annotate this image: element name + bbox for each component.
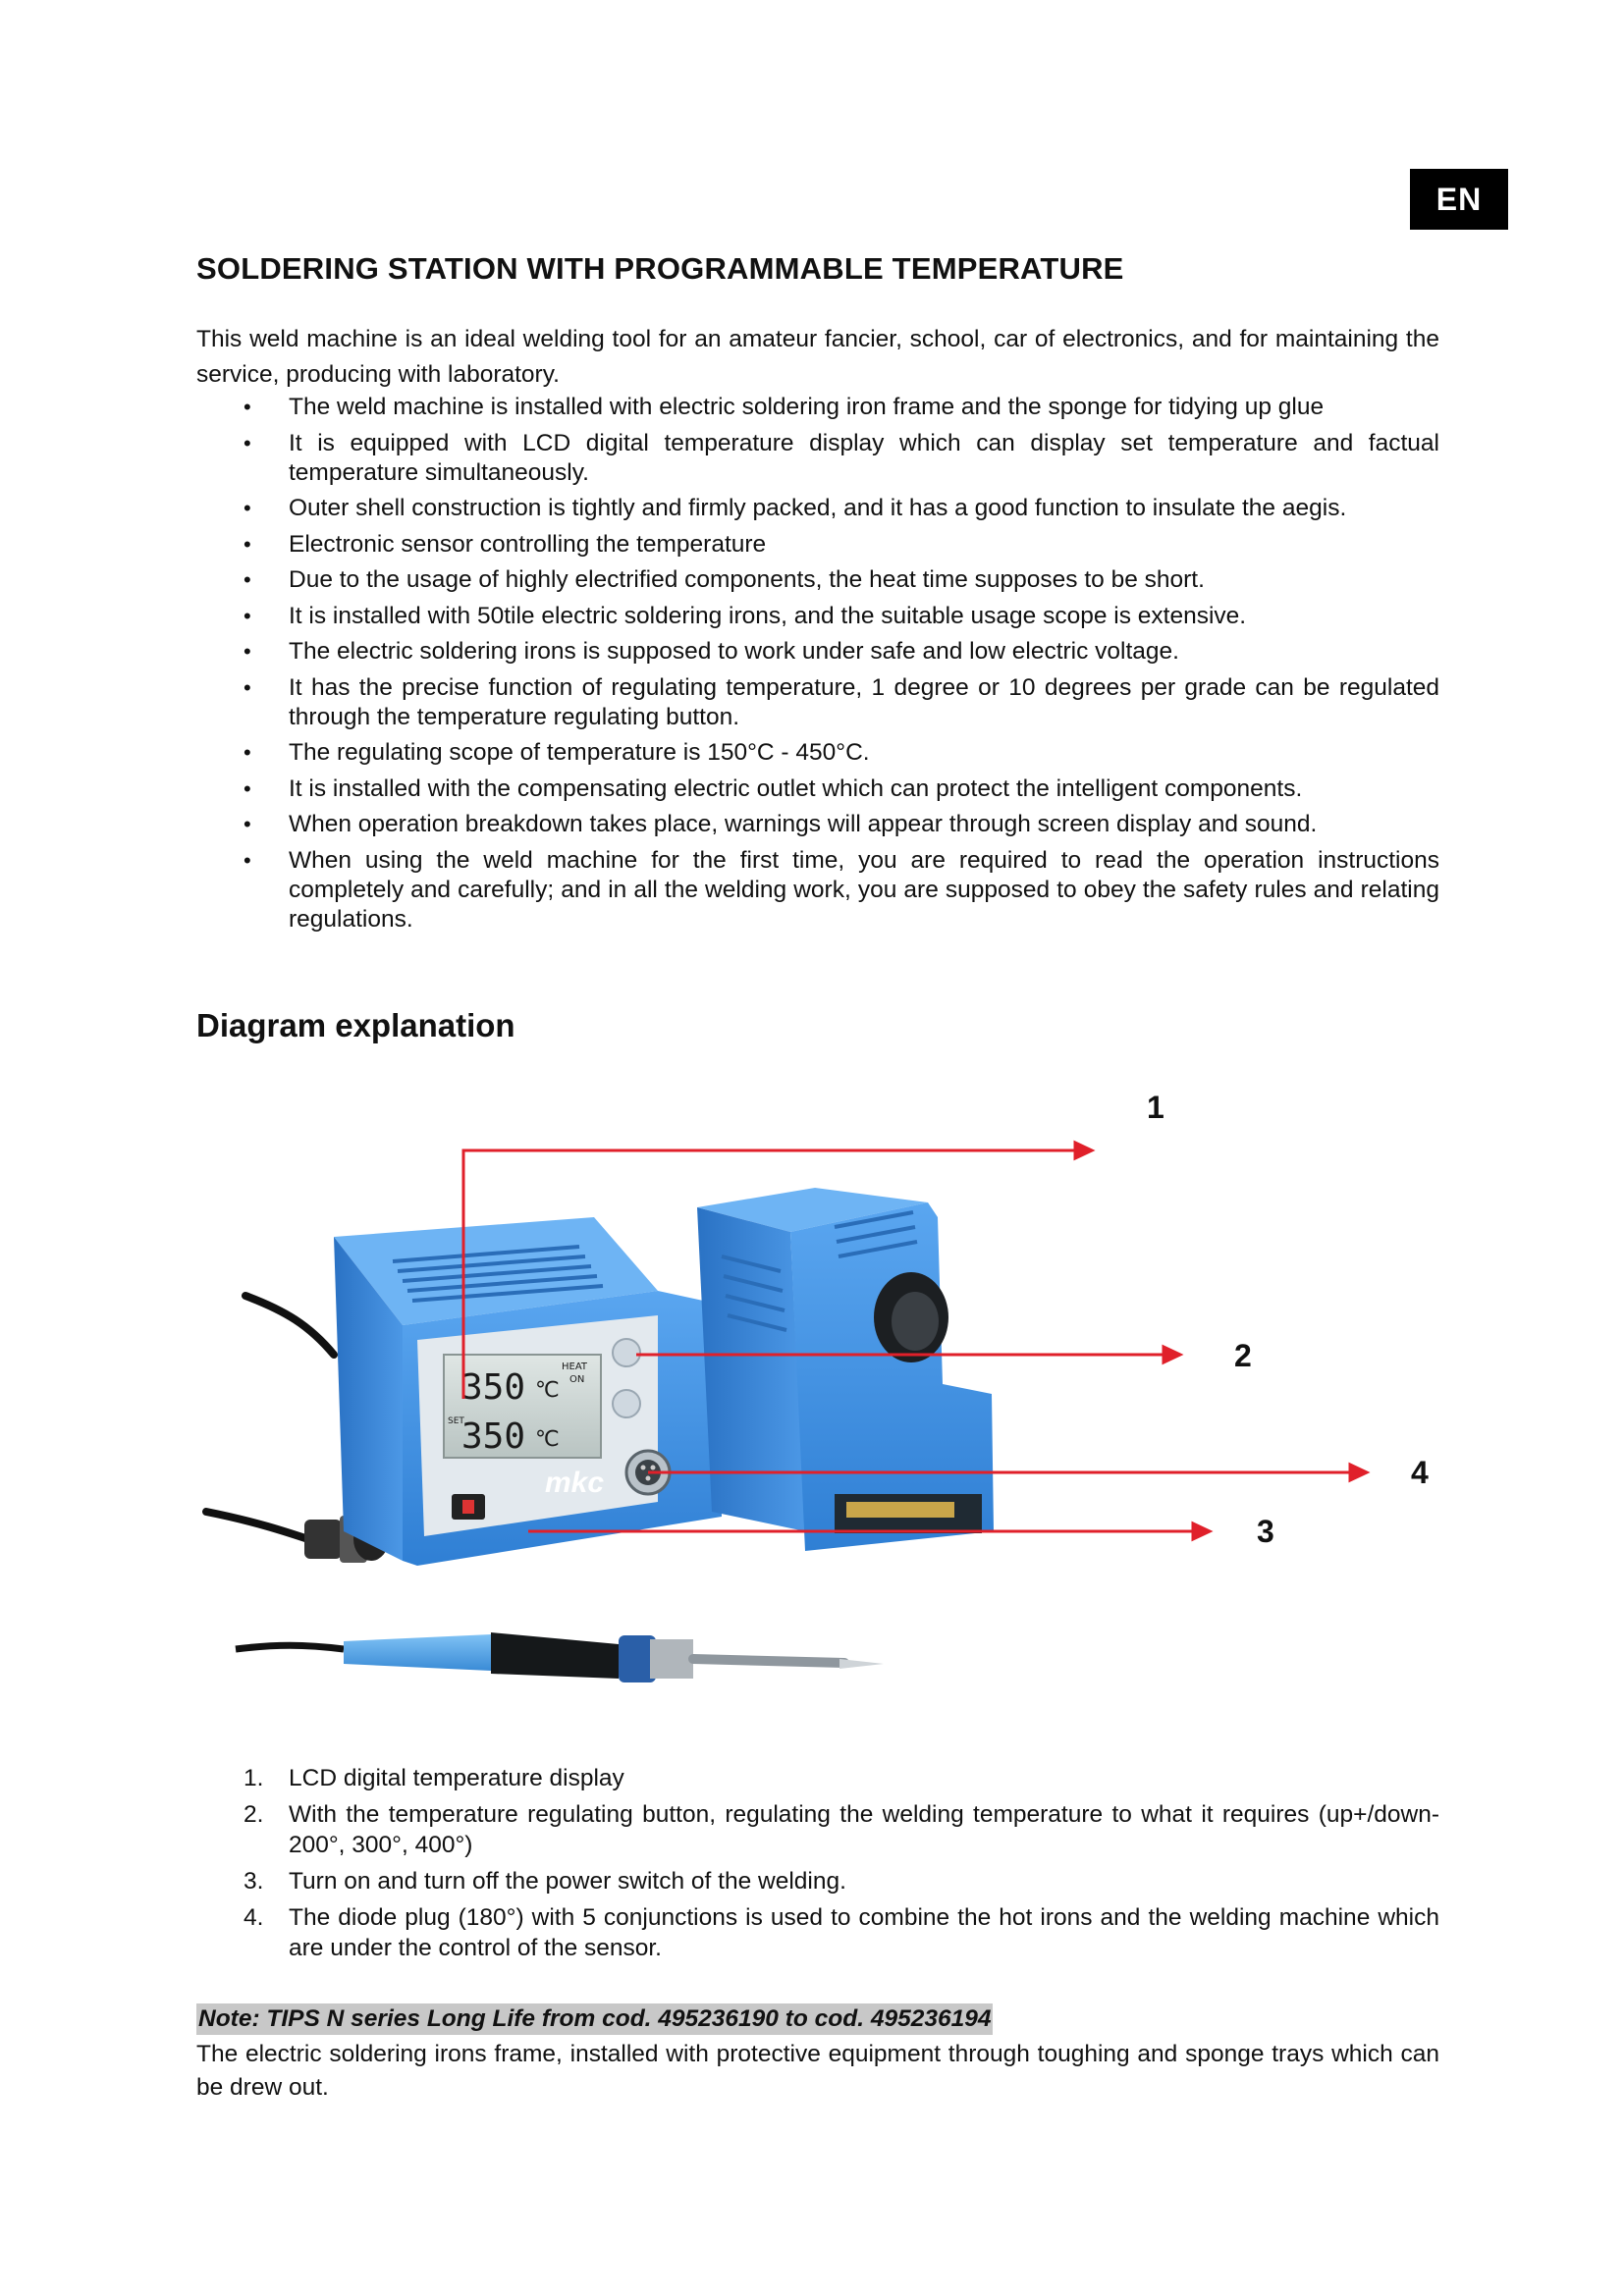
iron-cable (206, 1512, 314, 1541)
note-title: Note: TIPS N series Long Life from cod. 495236190 to cod. 495236194 (196, 2003, 993, 2035)
list-item: • The regulating scope of temperature is 150°C - 450°C. (196, 738, 1439, 768)
lcd-set-label: SET (448, 1416, 464, 1426)
lcd-temp-set: 350 (461, 1416, 526, 1457)
soldering-iron (236, 1632, 884, 1682)
list-item: • Due to the usage of highly electrified components, the heat time supposes to be short. (196, 565, 1439, 595)
list-item: • Outer shell construction is tightly and firmly packed, and it has a good function to insulate the aegis. (196, 494, 1439, 523)
lcd-temp-actual: 350 (461, 1367, 526, 1408)
list-item: • When operation breakdown takes place, warnings will appear through screen display and sound. (196, 810, 1439, 839)
diagram-figure (196, 1070, 1532, 1757)
list-item: • When using the weld machine for the first time, you are required to read the operation instructions completely and carefully; and in all the welding work, you are supposed to obey the safety rules and relating regulations. (196, 846, 1439, 934)
list-item (196, 1866, 1439, 1896)
diagram-heading: Diagram explanation (196, 1007, 515, 1043)
list-item: • It is installed with the compensating electric outlet which can protect the intelligent components. (196, 774, 1439, 804)
list-number: 1. (244, 1765, 264, 1791)
list-item (196, 1763, 1439, 1793)
diagram-explanation-list (196, 1763, 1439, 1969)
lcd-on-label: ON (569, 1374, 585, 1385)
language-badge: EN (1410, 169, 1508, 230)
page-title: SOLDERING STATION WITH PROGRAMMABLE TEMPERATURE (196, 251, 1124, 286)
list-item (196, 1799, 1439, 1860)
callout-label-4: 4 (1411, 1455, 1429, 1490)
lcd-unit-set: ℃ (535, 1427, 560, 1452)
list-text: Turn on and turn off the power switch of the welding. (289, 1868, 846, 1895)
list-item: • It is installed with 50tile electric soldering irons, and the suitable usage scope is extensive. (196, 602, 1439, 631)
callout-label-3: 3 (1257, 1514, 1274, 1549)
list-number: 2. (244, 1801, 264, 1828)
intro-paragraph: This weld machine is an ideal welding tool for an amateur fancier, school, car of electronics, and for maintaining the service, producing with laboratory. (196, 326, 1439, 388)
feature-list (196, 393, 1439, 940)
note-text: The electric soldering irons frame, installed with protective equipment through toughing and sponge trays which can be drew out. (196, 2041, 1439, 2101)
lcd-heat-label: HEAT (562, 1362, 588, 1372)
list-item: • It is equipped with LCD digital temperature display which can display set temperature and factual temperature simultaneously. (196, 429, 1439, 488)
list-item: • The electric soldering irons is supposed to work under safe and low electric voltage. (196, 637, 1439, 667)
list-text: The diode plug (180°) with 5 conjunctions is used to combine the hot irons and the welding machine which are under the control of the sensor. (289, 1904, 1439, 1961)
power-cable (245, 1296, 334, 1355)
list-number: 3. (244, 1868, 264, 1895)
soldering-station-illustration (196, 1070, 1532, 1757)
brand-logo: mkc (545, 1467, 605, 1499)
list-text: LCD digital temperature display (289, 1765, 624, 1791)
iron-holder (697, 1188, 994, 1551)
up-button (613, 1339, 640, 1366)
list-item (196, 1902, 1439, 1963)
lcd-unit-actual: ℃ (535, 1378, 560, 1403)
list-item: • The weld machine is installed with electric soldering iron frame and the sponge for tidying up glue (196, 393, 1439, 422)
list-item: • It has the precise function of regulating temperature, 1 degree or 10 degrees per grade can be regulated through the temperature regulating button. (196, 673, 1439, 732)
list-text: With the temperature regulating button, regulating the welding temperature to what it requires (up+/down- 200°, 300°, 400°) (289, 1801, 1439, 1858)
list-item: • Electronic sensor controlling the temperature (196, 530, 1439, 560)
down-button (613, 1390, 640, 1417)
list-number: 4. (244, 1904, 264, 1931)
callout-label-2: 2 (1234, 1338, 1252, 1373)
callout-label-1: 1 (1147, 1090, 1164, 1125)
control-unit (334, 1217, 722, 1566)
